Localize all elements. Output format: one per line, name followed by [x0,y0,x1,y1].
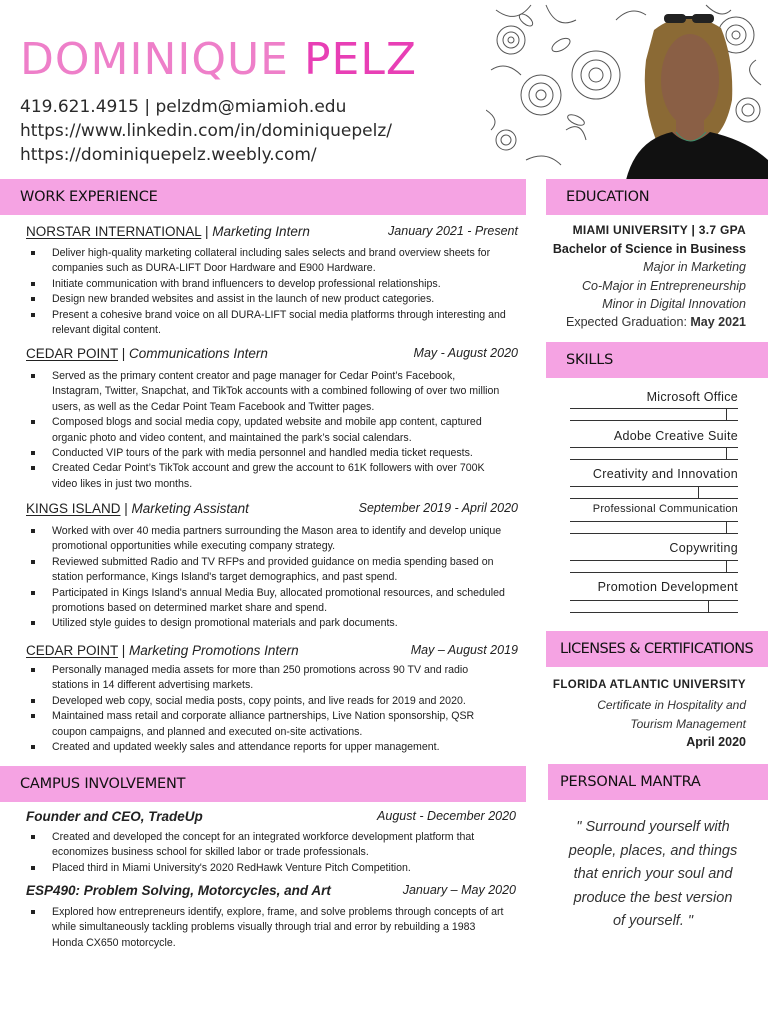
activity-bullets [28,905,506,951]
job-heading [26,501,518,519]
skill-bar [570,447,738,460]
skill-name: Creativity and Innovation [592,467,738,481]
education-header: EDUCATION [546,179,768,215]
personal-mantra-header: PERSONAL MANTRA [548,764,768,800]
skill-bar [570,486,738,499]
job-separator: | [201,224,213,239]
last-name: PELZ [303,34,417,85]
skill-level-mark [726,561,727,572]
skill-level-mark [726,409,727,420]
list-item: Worked with over 40 media partners surrounding the Mason area to identify and develop unique promotional opportunities while executing company strategy. [28,524,506,555]
job-bullets [28,524,506,632]
job-role: Marketing Assistant [131,501,249,516]
list-item: Initiate communication with brand influencers to develop professional relationships. [28,277,506,292]
skill-level-mark [726,448,727,459]
list-item: Design new branded websites and assist in the launch of new product categories. [28,292,506,307]
job-heading [26,346,518,364]
contact-phone-email[interactable]: 419.621.4915 | pelzdm@miamioh.edu [20,97,347,117]
list-item: Participated in Kings Island's annual Media Buy, allocated promotional resources, and scheduled promotions based on determined market share and spend. [28,586,506,617]
degree: Bachelor of Science in Business [552,242,746,256]
cert-title-line1: Certificate in Hospitality and [597,698,746,712]
mantra-line: " Surround yourself with [576,819,730,835]
activity-heading [26,883,518,901]
list-item: Served as the primary content creator and page manager for Cedar Point’s Facebook, Instagram, Twitter, Snapchat, and TikTok accounts with a combined following of over two million users, as well as the Cedar Point Team Facebook and Twitter pages. [28,369,506,415]
list-item: Created and developed the concept for an integrated workforce development platform that economizes business school for skilled labor or trade professionals. [28,830,506,861]
list-item: Personally managed media assets for more than 250 promotions across 90 TV and radio stations in 14 different advertising markets. [28,663,506,694]
skill-level-mark [708,601,709,612]
skill-name: Promotion Development [597,580,738,594]
co-major: Co-Major in Entrepreneurship [582,279,746,293]
job-bullets [28,663,506,755]
job-separator: | [118,346,130,361]
skill-level-mark [726,522,727,533]
cert-date: April 2020 [686,735,746,749]
cert-organization: FLORIDA ATLANTIC UNIVERSITY [552,679,746,691]
job-heading [26,643,518,661]
job-company: CEDAR POINT [26,346,119,361]
website-link[interactable]: https://dominiquepelz.weebly.com/ [20,145,317,165]
list-item: Developed web copy, social media posts, copy points, and live reads for 2019 and 2020. [28,694,506,709]
job-separator: | [120,501,132,516]
skill-bar [570,600,738,613]
job-date: May – August 2019 [410,643,518,657]
activity-bullets [28,830,506,876]
list-item: Created Cedar Point’s TikTok account and grew the account to 61K followers with over 700K video likes in just two months. [28,461,506,492]
job-date: January 2021 - Present [388,224,518,238]
mantra-line: people, places, and things [568,842,738,859]
graduation-date: May 2021 [690,315,746,329]
activity-date: January – May 2020 [402,883,516,897]
school-name: MIAMI UNIVERSITY | 3.7 GPA [572,223,746,237]
skill-bar [570,408,738,421]
job-bullets [28,246,506,338]
linkedin-link[interactable]: https://www.linkedin.com/in/dominiquepelz/ [20,121,392,141]
job-role: Communications Intern [129,346,268,361]
graduation [548,315,746,329]
mantra-line: that enrich your soul and [573,866,733,882]
job-separator: | [118,643,130,658]
licenses-header: LICENSES & CERTIFICATIONS [546,631,768,667]
activity-date: August - December 2020 [377,809,516,823]
campus-involvement-header: CAMPUS INVOLVEMENT [0,766,526,802]
activity-title: Founder and CEO, TradeUp [26,809,203,824]
skill-name: Copywriting [669,541,738,555]
minor: Minor in Digital Innovation [602,297,746,311]
list-item: Created and updated weekly sales and attendance reports for upper management. [28,740,506,755]
graduation-label: Expected Graduation: [566,315,691,329]
mantra-line: of yourself. " [612,913,694,929]
portrait-illustration [486,0,768,180]
job-date: September 2019 - April 2020 [358,501,518,515]
candidate-name [20,34,417,85]
skill-name: Microsoft Office [646,390,738,404]
list-item: Placed third in Miami University's 2020 RedHawk Venture Pitch Competition. [28,861,506,876]
skill-name: Adobe Creative Suite [613,429,738,443]
skill-bar [570,560,738,573]
list-item: Reviewed submitted Radio and TV RFPs and provided guidance on media spending based on station performance, Kings Island's target demographics, and past spend. [28,555,506,586]
first-name: DOMINIQUE [20,34,289,85]
list-item: Deliver high-quality marketing collateral including sales selects and brand overview sheets for companies such as DURA-LIFT Door Hardware and E900 Hardware. [28,246,506,277]
activity-title: ESP490: Problem Solving, Motorcycles, and Art [26,883,331,898]
list-item: Conducted VIP tours of the park with media personnel and handled media ticket requests. [28,446,506,461]
job-bullets [28,369,506,492]
skill-bar [570,521,738,534]
cert-title-line2: Tourism Management [630,717,746,731]
list-item: Maintained mass retail and corporate alliance partnerships, Live Nation sponsorship, QSR coupon campaigns, and planned and executed on-site activations. [28,709,506,740]
activity-heading [26,809,518,827]
job-company: NORSTAR INTERNATIONAL [26,224,202,239]
list-item: Composed blogs and social media copy, updated website and mobile app content, captured organic photo and video content, and maintained the park’s social calendars. [28,415,506,446]
job-company: KINGS ISLAND [26,501,121,516]
mantra-quote [560,816,746,934]
major: Major in Marketing [643,260,746,274]
skills-header: SKILLS [546,342,768,378]
list-item: Present a cohesive brand voice on all DURA-LIFT social media platforms through interesting and relevant digital content. [28,308,506,339]
job-company: CEDAR POINT [26,643,119,658]
list-item: Explored how entrepreneurs identify, explore, frame, and solve problems through concepts of art while simultaneously tackling problems visually through trial and error by rebuilding a 1983 Honda CX650 motorcycle. [28,905,506,951]
job-role: Marketing Promotions Intern [129,643,299,658]
job-date: May - August 2020 [413,346,518,360]
list-item: Utilized style guides to design promotional materials and park documents. [28,616,506,631]
work-experience-header: WORK EXPERIENCE [0,179,526,215]
job-heading [26,224,518,242]
skill-name: Professional Communication [592,503,738,515]
skill-level-mark [698,487,699,498]
job-role: Marketing Intern [212,224,310,239]
mantra-line: produce the best version [573,889,733,906]
